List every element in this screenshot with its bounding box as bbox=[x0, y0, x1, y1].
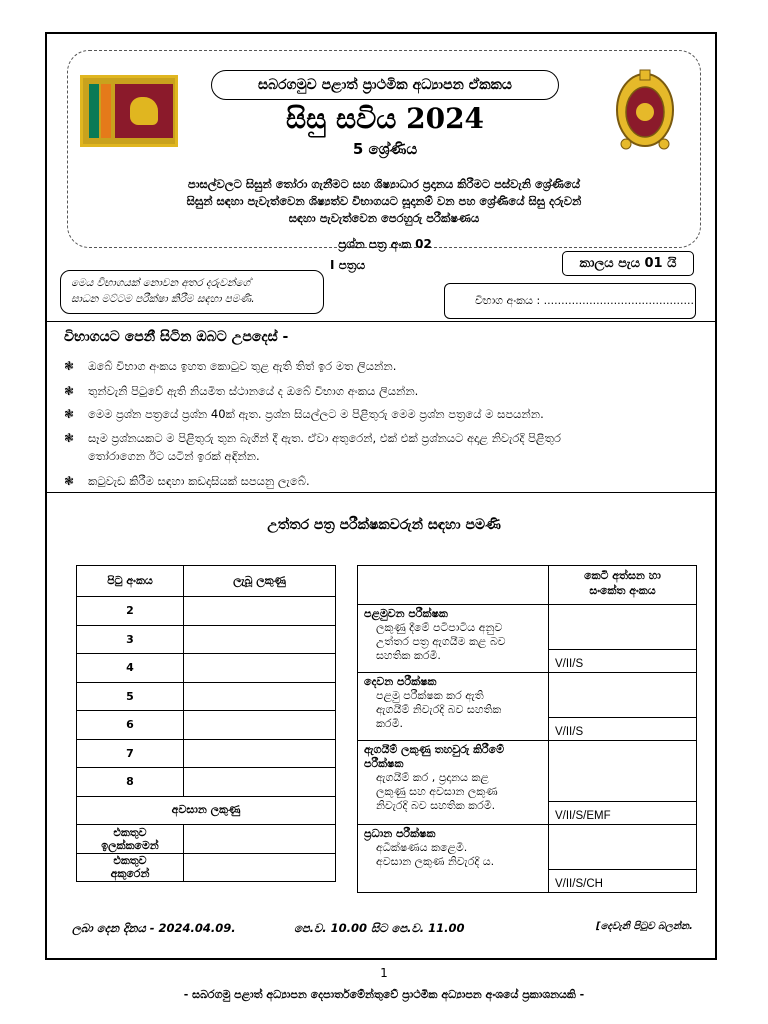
total-words-cell[interactable] bbox=[184, 853, 336, 882]
marks-cell[interactable] bbox=[184, 597, 336, 626]
note-line-2: සාධන මට්ටම පරීක්ෂා කිරීම සඳහා පමණි. bbox=[71, 293, 255, 305]
description-line-2: සිසුන් සඳහා පැවැත්වෙන ශිෂ්‍යත්ව විභාගයට සූදානම් වන පහ ශ්‍රේණියේ සිසු දරුවන් bbox=[186, 194, 582, 208]
bullet-flower-icon: ❃ bbox=[64, 407, 75, 421]
table-row: 4 bbox=[77, 654, 336, 683]
table-row: 3 bbox=[77, 625, 336, 654]
bullet-flower-icon: ❃ bbox=[64, 431, 75, 445]
signature-cell[interactable] bbox=[549, 825, 697, 870]
issue-date: ලබා දෙන දිනය - 2024.04.09. bbox=[72, 921, 236, 935]
table-row: 2 bbox=[77, 597, 336, 626]
table-row bbox=[358, 605, 697, 650]
divider bbox=[45, 321, 717, 322]
instruction-item: ❃ ඔබේ විභාග අංකය ඉහත කොටුව තුළ ඇති තිත් ඉර මත ලියන්න. bbox=[64, 359, 397, 373]
turn-page-note: [දෙවැනි පිටුව බලන්න. bbox=[596, 921, 693, 932]
time-box: කාලය පැය 01 යි bbox=[562, 251, 694, 276]
column-header: පිටු අංකය bbox=[77, 566, 184, 597]
signature-cell[interactable] bbox=[549, 741, 697, 802]
state-emblem-icon bbox=[612, 66, 678, 154]
total-number-label: එකතුව ඉලක්කමෙන් bbox=[77, 825, 184, 854]
table-row: 5 bbox=[77, 682, 336, 711]
signature-cell[interactable] bbox=[549, 605, 697, 650]
table-row: 8 bbox=[77, 768, 336, 797]
instruction-item: ❃ තුන්වැනි පිටුවේ ඇති නියමිත ස්ථානයේ ද ඔබේ විභාග අංකය ලියන්න. bbox=[64, 384, 419, 398]
divider bbox=[45, 492, 717, 493]
description-line-1: පාසල්වලට සිසුන් තෝරා ගැනීමට සහ ශිෂ්‍යාධාර ප්‍රදානය කිරීමට පස්වැනි ශ්‍රේණියේ bbox=[187, 177, 581, 191]
code-cell: V/II/S bbox=[549, 650, 697, 673]
total-number-cell[interactable] bbox=[184, 825, 336, 854]
blank-header-cell bbox=[358, 566, 549, 605]
table-row bbox=[77, 796, 336, 825]
marks-cell[interactable] bbox=[184, 768, 336, 797]
examiner-description: පළමුවන පරීක්ෂක ලකුණු දීමේ පටිපාටිය අනුව උත්තර පත්‍ර ඇගයීම කළ බව සහතික කරමි. bbox=[358, 605, 549, 673]
signature-cell[interactable] bbox=[549, 673, 697, 718]
bullet-flower-icon: ❃ bbox=[64, 474, 75, 488]
examiner-description: ප්‍රධාන පරීක්ෂක අධීක්ෂණය කළෙමි. අවසාන ලකුණ නිවැරදි ය. bbox=[358, 825, 549, 893]
marks-cell[interactable] bbox=[184, 739, 336, 768]
table-row bbox=[358, 741, 697, 802]
grade-label: 5 ශ්‍රේණිය bbox=[352, 140, 418, 158]
table-row bbox=[358, 825, 697, 870]
examiner-table bbox=[357, 565, 697, 893]
marks-cell[interactable] bbox=[184, 654, 336, 683]
table-row bbox=[77, 825, 336, 854]
table-row bbox=[358, 673, 697, 718]
bullet-flower-icon: ❃ bbox=[64, 384, 75, 398]
marks-cell[interactable] bbox=[184, 711, 336, 740]
paper-part: I පත්‍රය bbox=[330, 258, 366, 272]
note-line-1: මෙය විභාගයක් නොවන අතර දරුවන්ගේ bbox=[71, 277, 251, 289]
instruction-item: ❃ මෙම ප්‍රශ්න පත්‍රයේ ප්‍රශ්න 40ක් ඇත. ප්‍රශ්න සියල්ලට ම පිළිතුරු මෙම ප්‍රශ්න පත්‍රයේ ම සපයන්න. bbox=[64, 407, 544, 421]
page-number: 1 bbox=[380, 966, 388, 980]
total-words-label: එකතුව අකුරෙන් bbox=[77, 853, 184, 882]
code-cell: V/II/S/CH bbox=[549, 870, 697, 893]
publisher-note: - සබරගමු පළාත් අධ්‍යාපන දෙපාර්තමේන්තුවේ ප්‍රාථමික අධ්‍යාපන අංශයේ ප්‍රකාශනයකි - bbox=[183, 988, 585, 1001]
code-cell: V/II/S bbox=[549, 718, 697, 741]
marks-cell[interactable] bbox=[184, 625, 336, 654]
exam-time: පෙ.ව. 10.00 සිට පෙ.ව. 11.00 bbox=[294, 921, 465, 935]
index-number-field[interactable]: විභාග අංකය : ........................................... bbox=[444, 283, 696, 319]
marks-table bbox=[76, 565, 336, 882]
instruction-item: ❃ කටුවැඩ කිරීම සඳහා කඩදාසියක් සපයනු ලැබේ. bbox=[64, 474, 310, 488]
instructions-heading: විභාගයට පෙනී සිටින ඔබට උපදෙස් - bbox=[64, 329, 289, 345]
note-box bbox=[60, 270, 324, 314]
table-row bbox=[77, 853, 336, 882]
table-row: 7 bbox=[77, 739, 336, 768]
column-header: ලැබූ ලකුණු bbox=[184, 566, 336, 597]
examiner-description: ඇගයීම් ලකුණු තහවුරු කිරීමේ පරීක්ෂක ඇගයීම් කර , ප්‍රදානය කළ ලකුණු සහ අවසාන ලකුණ නිවැරදි බව සහතික කරමි. bbox=[358, 741, 549, 825]
signature-header: කෙටි අත්සන හා සංකේත අංකය bbox=[549, 566, 697, 605]
page-title: සිසු සවිය 2024 bbox=[285, 102, 485, 135]
sri-lanka-flag-icon bbox=[80, 75, 178, 147]
examiner-description: දෙවන පරීක්ෂක පළමු පරීක්ෂක කර ඇති ඇගයීම් නිවැරදි බව සහතික කරමි. bbox=[358, 673, 549, 741]
office-title: සබරගමුව පළාත් ප්‍රාථමික අධ්‍යාපන ඒකකය bbox=[211, 70, 559, 100]
description-line-3: සඳහා පැවැත්වෙන පෙරහුරු පරීක්ෂණය bbox=[288, 211, 480, 225]
marks-cell[interactable] bbox=[184, 682, 336, 711]
examiners-heading: උත්තර පත්‍ර පරීක්ෂකවරුන් සඳහා පමණි bbox=[267, 517, 501, 533]
bullet-flower-icon: ❃ bbox=[64, 359, 75, 373]
code-cell: V/II/S/EMF bbox=[549, 802, 697, 825]
instruction-item: ❃ සෑම ප්‍රශ්නයකට ම පිළිතුරු තුන බැගින් දී ඇත. ඒවා අතුරෙන්, එක් එක් ප්‍රශ්නයට අදාළ නිවැරදි පිළිතුර තෝරාගෙන ඊට යටින් ඉරක් අඳින්න. bbox=[64, 431, 561, 463]
table-row: 6 bbox=[77, 711, 336, 740]
final-marks-label: අවසාන ලකුණු bbox=[77, 796, 336, 825]
paper-number: ප්‍රශ්න පත්‍ර අංක 02 bbox=[338, 237, 432, 251]
